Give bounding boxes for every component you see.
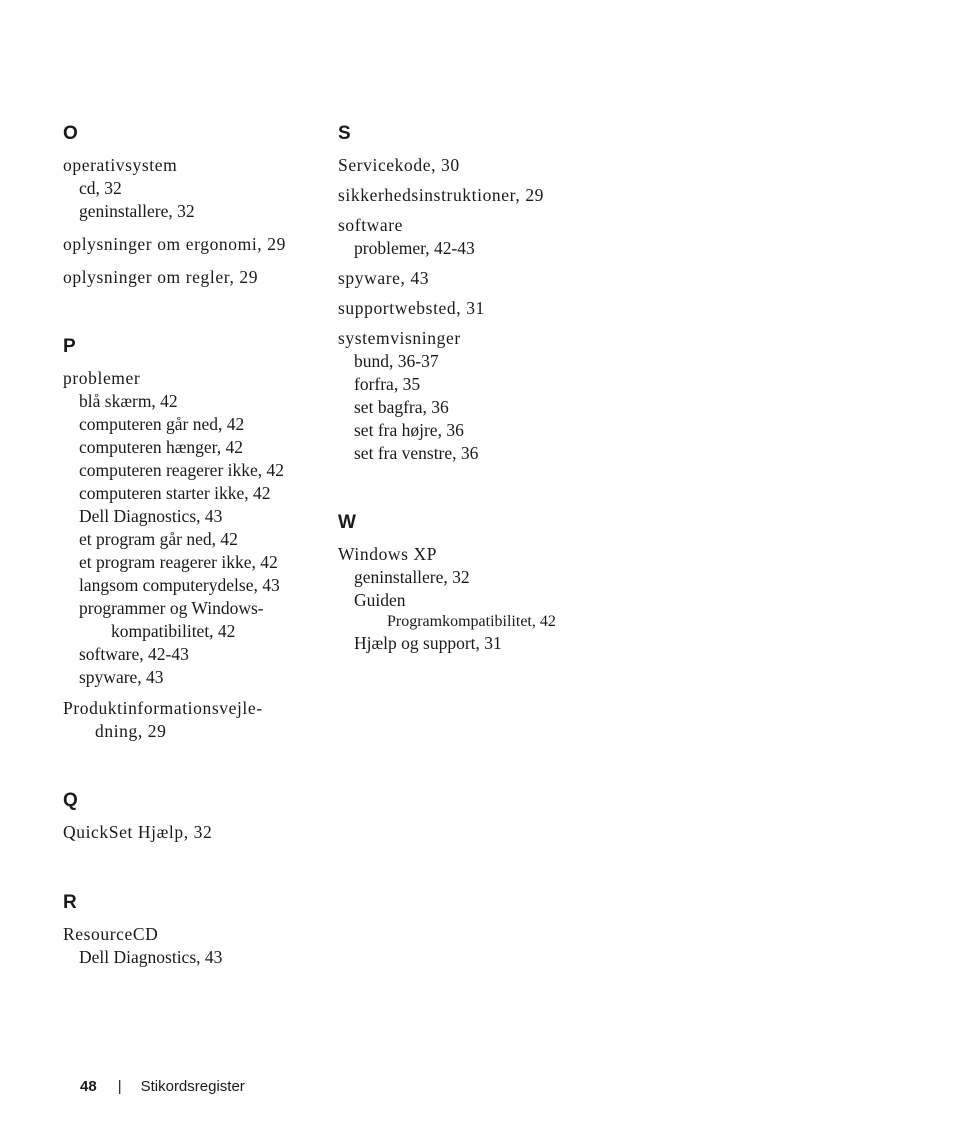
index-entry bbox=[63, 367, 323, 689]
index-entry bbox=[63, 233, 323, 256]
index-entry bbox=[338, 327, 638, 465]
index-term: supportwebsted, 31 bbox=[338, 298, 485, 318]
index-subterm-continued: kompatibilitet, 42 bbox=[111, 621, 236, 641]
index-subterm: Hjælp og support, 31 bbox=[354, 633, 502, 653]
index-entry bbox=[63, 697, 323, 743]
index-subterm: geninstallere, 32 bbox=[79, 201, 195, 221]
index-section-r bbox=[63, 893, 323, 969]
index-entry bbox=[338, 154, 638, 177]
index-entry bbox=[63, 821, 323, 844]
index-entry bbox=[338, 543, 638, 655]
section-letter: S bbox=[338, 123, 351, 144]
index-section-w bbox=[338, 513, 638, 655]
index-section-q bbox=[63, 791, 323, 844]
index-subterm: langsom computerydelse, 43 bbox=[79, 575, 280, 595]
index-term-continued: dning, 29 bbox=[95, 721, 167, 741]
index-entry bbox=[338, 297, 638, 320]
index-entry bbox=[63, 923, 323, 969]
index-section-o bbox=[63, 124, 323, 289]
index-term: sikkerhedsinstruktioner, 29 bbox=[338, 185, 545, 205]
section-letter: O bbox=[63, 123, 78, 144]
section-letter: Q bbox=[63, 790, 78, 811]
index-subterm: spyware, 43 bbox=[79, 667, 164, 687]
index-term: software bbox=[338, 215, 404, 235]
index-term: operativsystem bbox=[63, 155, 178, 175]
index-subterm: forfra, 35 bbox=[354, 374, 421, 394]
index-subterm: computeren hænger, 42 bbox=[79, 437, 244, 457]
index-subsubterm: Programkompatibilitet, 42 bbox=[387, 613, 556, 630]
index-term: Servicekode, 30 bbox=[338, 155, 460, 175]
index-subterm: geninstallere, 32 bbox=[354, 567, 470, 587]
index-subterm: bund, 36-37 bbox=[354, 351, 439, 371]
index-subterm: blå skærm, 42 bbox=[79, 391, 178, 411]
index-term: systemvisninger bbox=[338, 328, 461, 348]
index-term: oplysninger om ergonomi, 29 bbox=[63, 234, 286, 254]
section-letter: P bbox=[63, 336, 76, 357]
index-entry bbox=[338, 267, 638, 290]
index-entry bbox=[63, 154, 323, 223]
index-subterm: problemer, 42-43 bbox=[354, 238, 475, 258]
index-entry bbox=[338, 184, 638, 207]
index-term: Produktinformationsvejle- bbox=[63, 698, 263, 718]
section-letter: W bbox=[338, 512, 356, 533]
index-subterm: Dell Diagnostics, 43 bbox=[79, 506, 223, 526]
page-number: 48 bbox=[80, 1078, 97, 1095]
index-entry bbox=[338, 214, 638, 260]
index-subterm: Guiden bbox=[354, 590, 406, 610]
index-term: problemer bbox=[63, 368, 141, 388]
index-subterm: set bagfra, 36 bbox=[354, 397, 449, 417]
index-subterm: computeren går ned, 42 bbox=[79, 414, 245, 434]
index-entry bbox=[63, 266, 323, 289]
section-letter: R bbox=[63, 892, 77, 913]
index-subterm: programmer og Windows- bbox=[79, 598, 264, 618]
index-subterm: computeren starter ikke, 42 bbox=[79, 483, 271, 503]
footer-section-title: Stikordsregister bbox=[140, 1078, 245, 1095]
index-subterm: computeren reagerer ikke, 42 bbox=[79, 460, 285, 480]
index-section-p bbox=[63, 337, 323, 743]
index-subterm: et program går ned, 42 bbox=[79, 529, 238, 549]
index-column-right bbox=[338, 124, 638, 685]
index-subterm: set fra højre, 36 bbox=[354, 420, 464, 440]
index-subterm: cd, 32 bbox=[79, 178, 122, 198]
index-subterm: Dell Diagnostics, 43 bbox=[79, 947, 223, 967]
index-column-left bbox=[63, 124, 323, 999]
index-section-s bbox=[338, 124, 638, 465]
index-term: QuickSet Hjælp, 32 bbox=[63, 822, 213, 842]
index-subterm: et program reagerer ikke, 42 bbox=[79, 552, 278, 572]
index-term: Windows XP bbox=[338, 544, 438, 564]
footer-separator: | bbox=[117, 1078, 122, 1095]
index-term: spyware, 43 bbox=[338, 268, 430, 288]
index-term: oplysninger om regler, 29 bbox=[63, 267, 259, 287]
index-term: ResourceCD bbox=[63, 924, 159, 944]
index-subterm: software, 42-43 bbox=[79, 644, 189, 664]
page-footer bbox=[80, 1078, 245, 1096]
index-subterm: set fra venstre, 36 bbox=[354, 443, 479, 463]
